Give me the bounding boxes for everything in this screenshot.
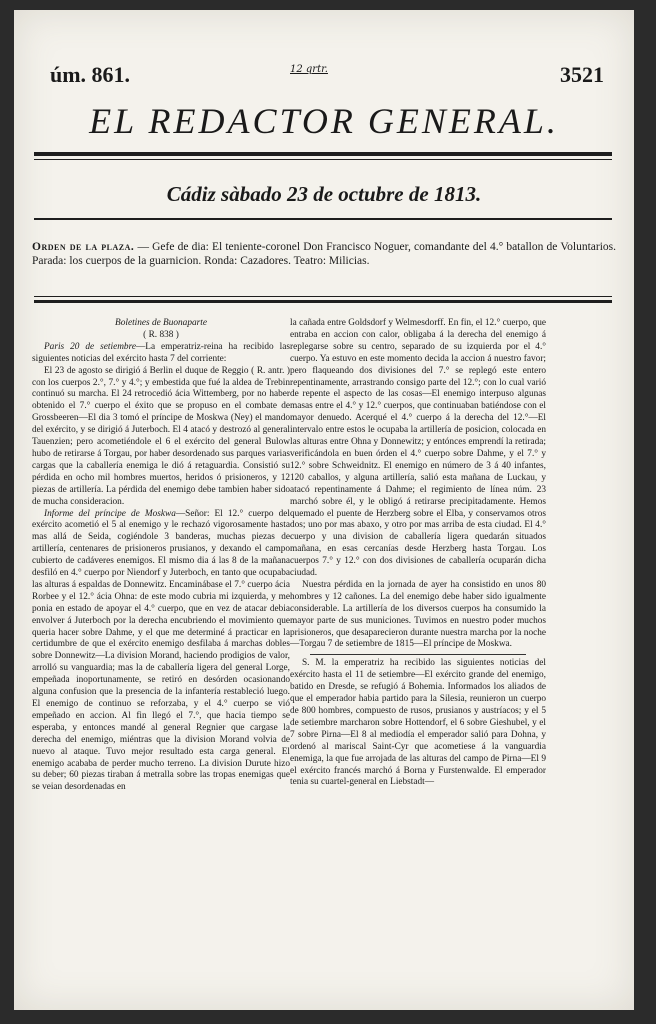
- orden-de-la-plaza: [32, 240, 616, 268]
- paragraph: S. M. la emperatriz ha recibido las siguientes noticias del exército hasta el 11 de setiembre—El exército grande del enemigo, batido en Dresde, se refugió á Bohemia. Informados los aliados de que el emperador habia partido para la Silesia, reunieron un cuerpo de 800 hombres, compuesto de rusos, prusianos y austríacos; y el 5 de setiembre marcharon sobre Hottendorf, el 6 sobre Gieshubel, y el 7 sobre Pirna—El 8 al mediodía el emperador salió para Dohna, y ordenó al mariscal Saint-Cyr que acometiese á la vanguardia enemiga, la que fue arrojada de las alturas del campo de Pirna—El 9 el exército francés marchó á Borna y Furstenwalde. El emperador tenia su cuartel-general en Liebstadt—: [290, 658, 546, 788]
- masthead-rule-thin: [34, 159, 612, 160]
- paragraph: El 23 de agosto se dirigió á Berlin el duque de Reggio ( R. antr. ) con los cuerpos 2.°, 7.° y 4.°; y embestida que fué la aldea de Trebin continuó su marcha. El 24 retrocedió ácia Wittemberg, por no haber obtenido el 7.° cuerpo el éxito que se propuso en el combate de Grossbeeren—El dia 3 tomó el príncipe de Moskwa (Ney) el mando del exército, y se dirigió á Juterboch. El 4 atacó y destrozó al general Tauenzien; pero acometiéndole el 6 el exército del general Bulow hubo de retirarse á Torgau, por haber desordenado sus parques varias cargas que la caballería enemiga le dió á retaguardia. Consistió su pérdida en ocho mil hombres muertos, heridos ó prisioneros, y 12 piezas de artillería. La pérdida del enemigo debe tambien haber sido de mucha consideracion.: [32, 365, 290, 507]
- page-number: 3521: [560, 62, 604, 87]
- dateline-rule: [34, 218, 612, 220]
- right-column: [290, 318, 546, 1000]
- section-title: Boletines de Buonaparte: [115, 318, 207, 328]
- issue-number: úm. 861.: [50, 62, 131, 87]
- dateline: Cádiz sàbado 23 de octubre de 1813.: [166, 182, 482, 206]
- masthead-title: EL REDACTOR GENERAL.: [89, 101, 559, 141]
- paragraph: Informe del príncipe de Moskwa—Señor: El 12.° cuerpo del exército acometió el 5 al enemigo y le rechazó vigorosamente hasta mas allá de Seida, cogiéndole 3 banderas, muchas piezas de artillería, centenares de prisioneros prusianos, y dexando el campo cubierto de cadáveres enemigos. El mismo dia á las 8 de la mañana desfiló en 4.° cuerpo por Niendorf y Juterboch, en tanto que ocupaba las alturas á espaldas de Donnewitz. Encaminábase el 7.° cuerpo ácia Rorbee y el 12.° ácia Ohna: de este modo cubria mi izquierda, y me ponia en estado de apoyar el 4.° cuerpo, que en vez de atacar debia envolver á Juterboch por la derecha encubriendo el movimiento que queria hacer sobre Dahme, y el que me determiné á practicar en la certidumbre de que el exército enemigo desfilaba á marchas dobles sobre Donnewitz—La division Morand, haciendo prodigios de valor, arrolló su vanguardia; mas la de caballería ligera del general Lorge, empeñada inoportunamente, se retiró en desórden ocasionando alguna confusion que la presencia de la infantería restableció luego. El enemigo de continuo se reforzaba, y el 4.° cuerpo se vió empeñado en accion. Al fin llegó el 7.°, que hacia tiempo se esperaba, y entonces mandé al general Regnier que cargase la derecha del enemigo, miéntras que la division Morand volvia de nuevo al ataque. Tuvo mejor resultado esta carga general. El enemigo acababa de perder mucho terreno. La division Durute hizo su deber; 60 piezas tiraban á metralla sobre las tropas enemigas que se veian desordenadas en: [32, 508, 290, 793]
- orden-text: — Gefe de dia: El teniente-coronel Don Francisco Noguer, comandante del 4.° batallon de Voluntarios. Parada: los cuerpos de la guarnicion. Ronda: Cazadores. Teatro: Milicias.: [32, 241, 617, 267]
- orden-rule-thick: [34, 300, 612, 303]
- orden-lead: Orden de la plaza.: [32, 241, 135, 253]
- newspaper-page: [14, 10, 634, 1010]
- price-label: 12 qrtr.: [290, 64, 328, 75]
- left-column: [32, 318, 290, 1000]
- masthead-rule-thick: [34, 152, 612, 156]
- paragraph: Paris 20 de setiembre—La emperatriz-reina ha recibido las siguientes noticias del exército hasta 7 del corriente:: [32, 341, 290, 364]
- dateline-paris: Paris 20 de setiembre: [44, 341, 136, 352]
- orden-rule-thin: [34, 296, 612, 297]
- section-ref: ( R. 838 ): [143, 329, 179, 340]
- report-title: Informe del príncipe de Moskwa: [44, 508, 176, 519]
- paragraph: Nuestra pérdida en la jornada de ayer ha consistido en unos 80 hombres y 12 cañones. La del enemigo debe haber sido igualmente considerable. La artillería de los diversos cuerpos ha consumido la mayor parte de sus municiones. Tuvimos en nuestro poder muchos prisioneros, que desaparecieron durante nuestra marcha por la noche—Torgau 7 de setiembre de 1815—El príncipe de Moskwa.: [290, 579, 546, 650]
- section-divider: [310, 654, 526, 655]
- paragraph: la cañada entre Goldsdorf y Welmesdorff. En fin, el 12.° cuerpo, que entraba en accion con calor, obligaba á la derecha del enemigo á replegarse sobre su centro, separado de su izquierda por el 4.° cuerpo. Ya estuvo en este momento decida la accion á nuestro favor; pero flaqueando dos divisiones del 7.° se replegó este entero repentinamente, arrastrando consigo parte del 12.°; con lo cual varió de repente el aspecto de las cosas—El enemigo interpuso algunas masas entre el 4.° y 12.° cuerpos, que continuaban batiéndose con el mayor denuedo. Acerqué el 4.° cuerpo á la derecha del 12.°—El intervalo entre estos le ocupaba la artillería de posicion, colocada en las alturas entre Ohna y Donnewitz; y entónces emprendí la retirada; verificándola en buen órden el 4.° cuerpo sobre Dahme, y el 7.° y 12.° sobre Schweidnitz. El enemigo en número de 3 á 40 infantes, 120 caballos, y alguna artillería, salió esta mañana de Luckau, y atacó repentinamente á Dahme; el regimiento de línea núm. 23 marchó sobre él, y le obligó á retirarse precipitadamente. Hemos quemado el puente de Herzberg sobre el Elba, y conservamos otros dos; uno por mas abaxo, y otro por mas arriba de esta ciudad. El 4.° cuerpo y una division de caballería ligera quedarán situados mañana, en esas cercanías desde Herzberg hasta Torgau. Los cuerpos 7.° y 12.° con dos divisiones de caballería ocuparán dicha ciudad.: [290, 318, 546, 579]
- header-top-row: [50, 62, 604, 92]
